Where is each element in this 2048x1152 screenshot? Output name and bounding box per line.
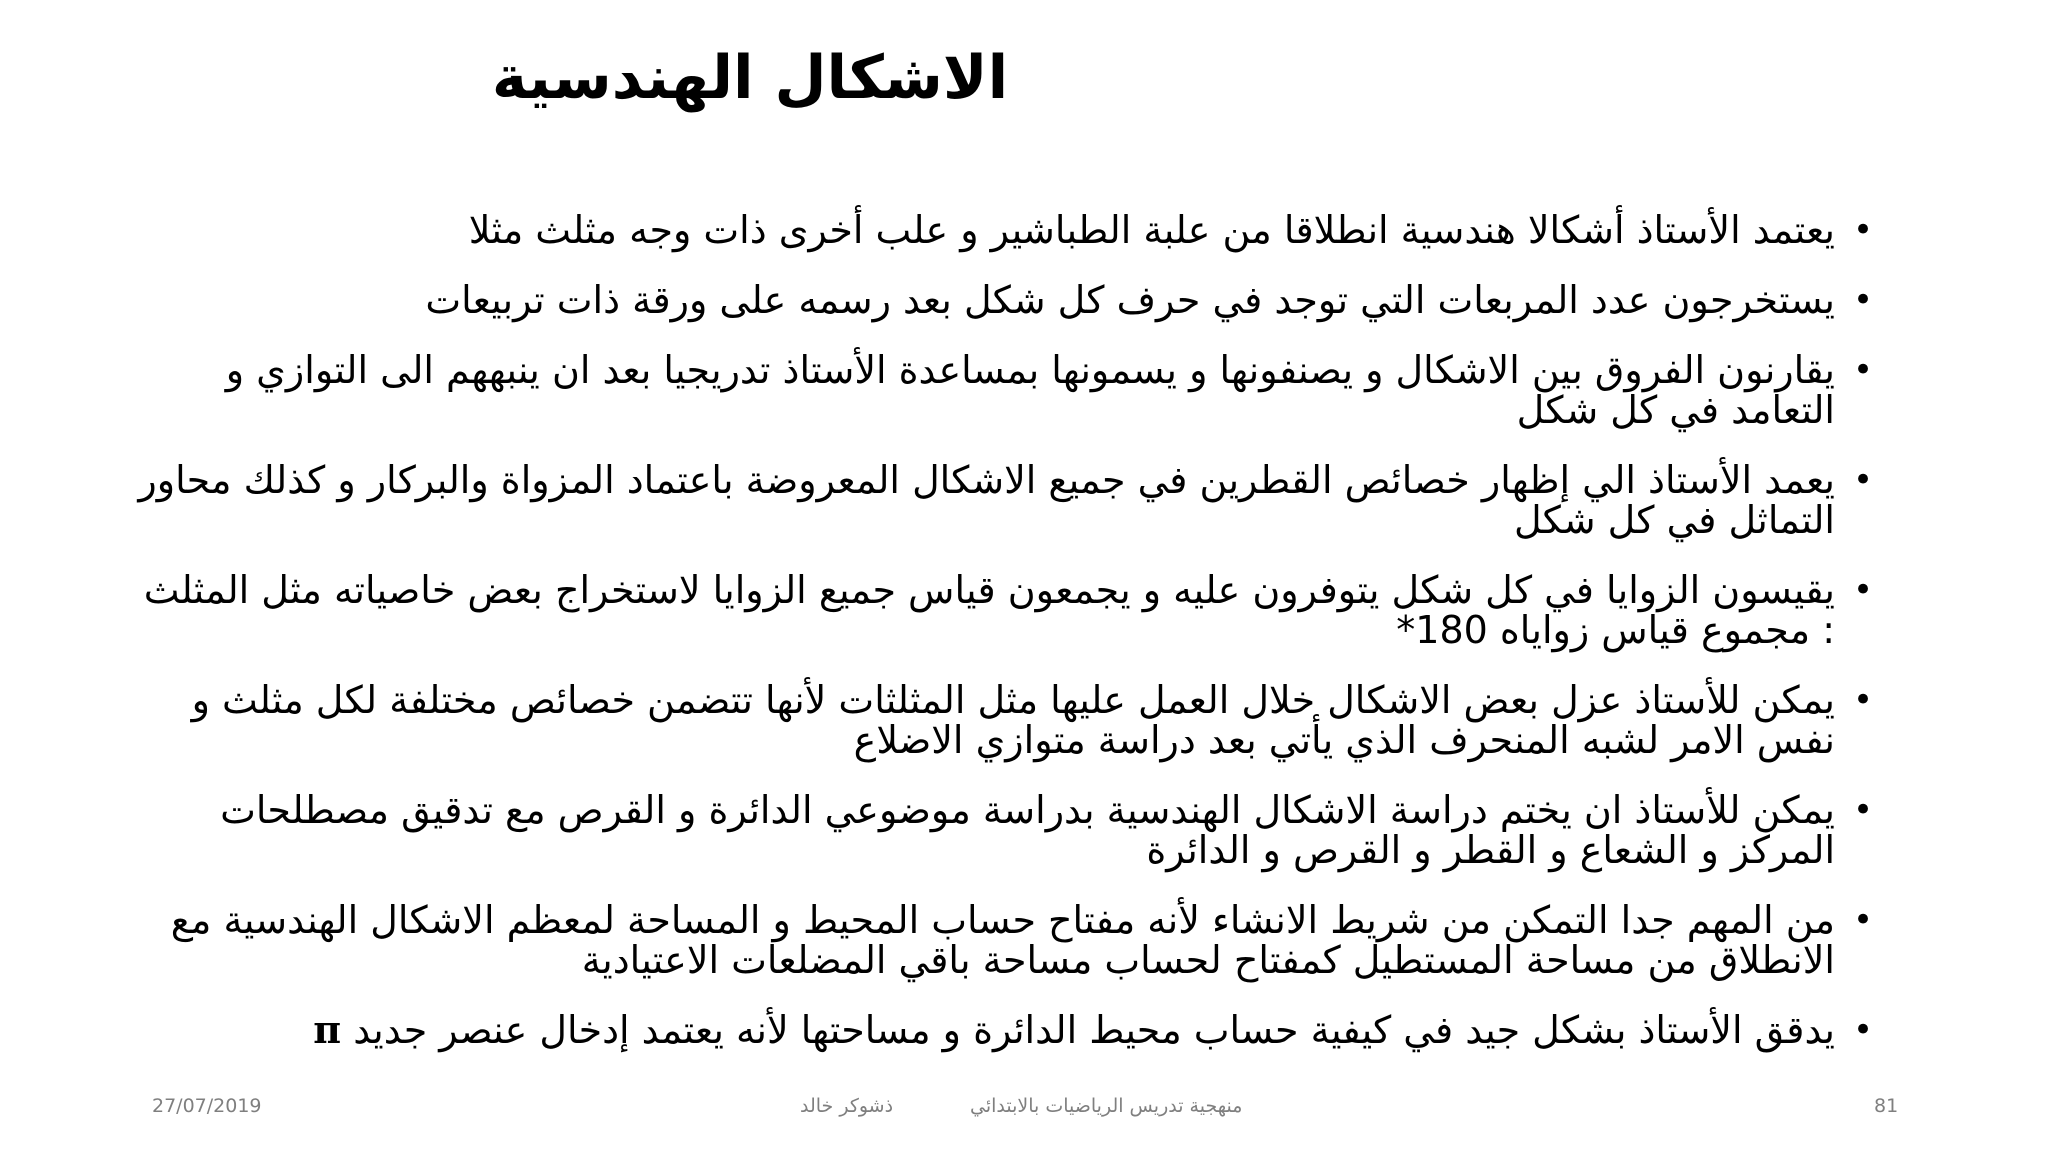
bullet-item: • يعتمد الأستاذ أشكالا هندسية انطلاقا من علبة الطباشير و علب أخرى ذات وجه مثلث مثلا xyxy=(133,210,1873,250)
bullet-item: • يمكن للأستاذ ان يختم دراسة الاشكال الهندسية بدراسة موضوعي الدائرة و القرص مع تدقيق مصطلحات المركز و الشعاع و القطر و القرص و الدائرة xyxy=(133,790,1873,870)
bullet-item xyxy=(133,1007,1873,1052)
footer-course: منهجية تدريس الرياضيات بالابتدائي xyxy=(970,1095,1243,1117)
bullet-item: • يقارنون الفروق بين الاشكال و يصنفونها و يسمونها بمساعدة الأستاذ تدريجيا بعد ان ينبههم الى التوازي و التعامد في كل شكل xyxy=(133,350,1873,430)
bullet-item: • يستخرجون عدد المربعات التي توجد في حرف كل شكل بعد رسمه على ورقة ذات تربيعات xyxy=(133,280,1873,320)
page-number: 81 xyxy=(1874,1095,1899,1117)
bullet-item: • من المهم جدا التمكن من شريط الانشاء لأنه مفتاح حساب المحيط و المساحة لمعظم الاشكال الهندسية مع الانطلاق من مساحة المستطيل كمفتاح لحساب مساحة باقي المضلعات الاعتيادية xyxy=(133,900,1873,980)
bullet-item: • يعمد الأستاذ الي إظهار خصائص القطرين في جميع الاشكال المعروضة باعتماد المزواة والبركار و كذلك محاور التماثل في كل شكل xyxy=(133,460,1873,540)
pi-symbol: π xyxy=(313,1007,342,1052)
bullet-text: يدقق الأستاذ بشكل جيد في كيفية حساب محيط الدائرة و مساحتها لأنه يعتمد إدخال عنصر جديد xyxy=(353,1008,1835,1052)
bullet-item: • يقيسون الزوايا في كل شكل يتوفرون عليه و يجمعون قياس جميع الزوايا لاستخراج بعض خاصياته مثل المثلث : مجموع قياس زواياه 180* xyxy=(133,570,1873,650)
footer-date: 27/07/2019 xyxy=(152,1095,262,1117)
slide-title: الاشكال الهندسية xyxy=(491,43,1009,113)
footer-author: ذشوكر خالد xyxy=(800,1095,894,1117)
bullet-item: • يمكن للأستاذ عزل بعض الاشكال خلال العمل عليها مثل المثلثات لأنها تتضمن خصائص مختلفة لكل مثلث و نفس الامر لشبه المنحرف الذي يأتي بعد دراسة متوازي الاضلاع xyxy=(133,680,1873,760)
bullet-list xyxy=(133,210,1873,1080)
